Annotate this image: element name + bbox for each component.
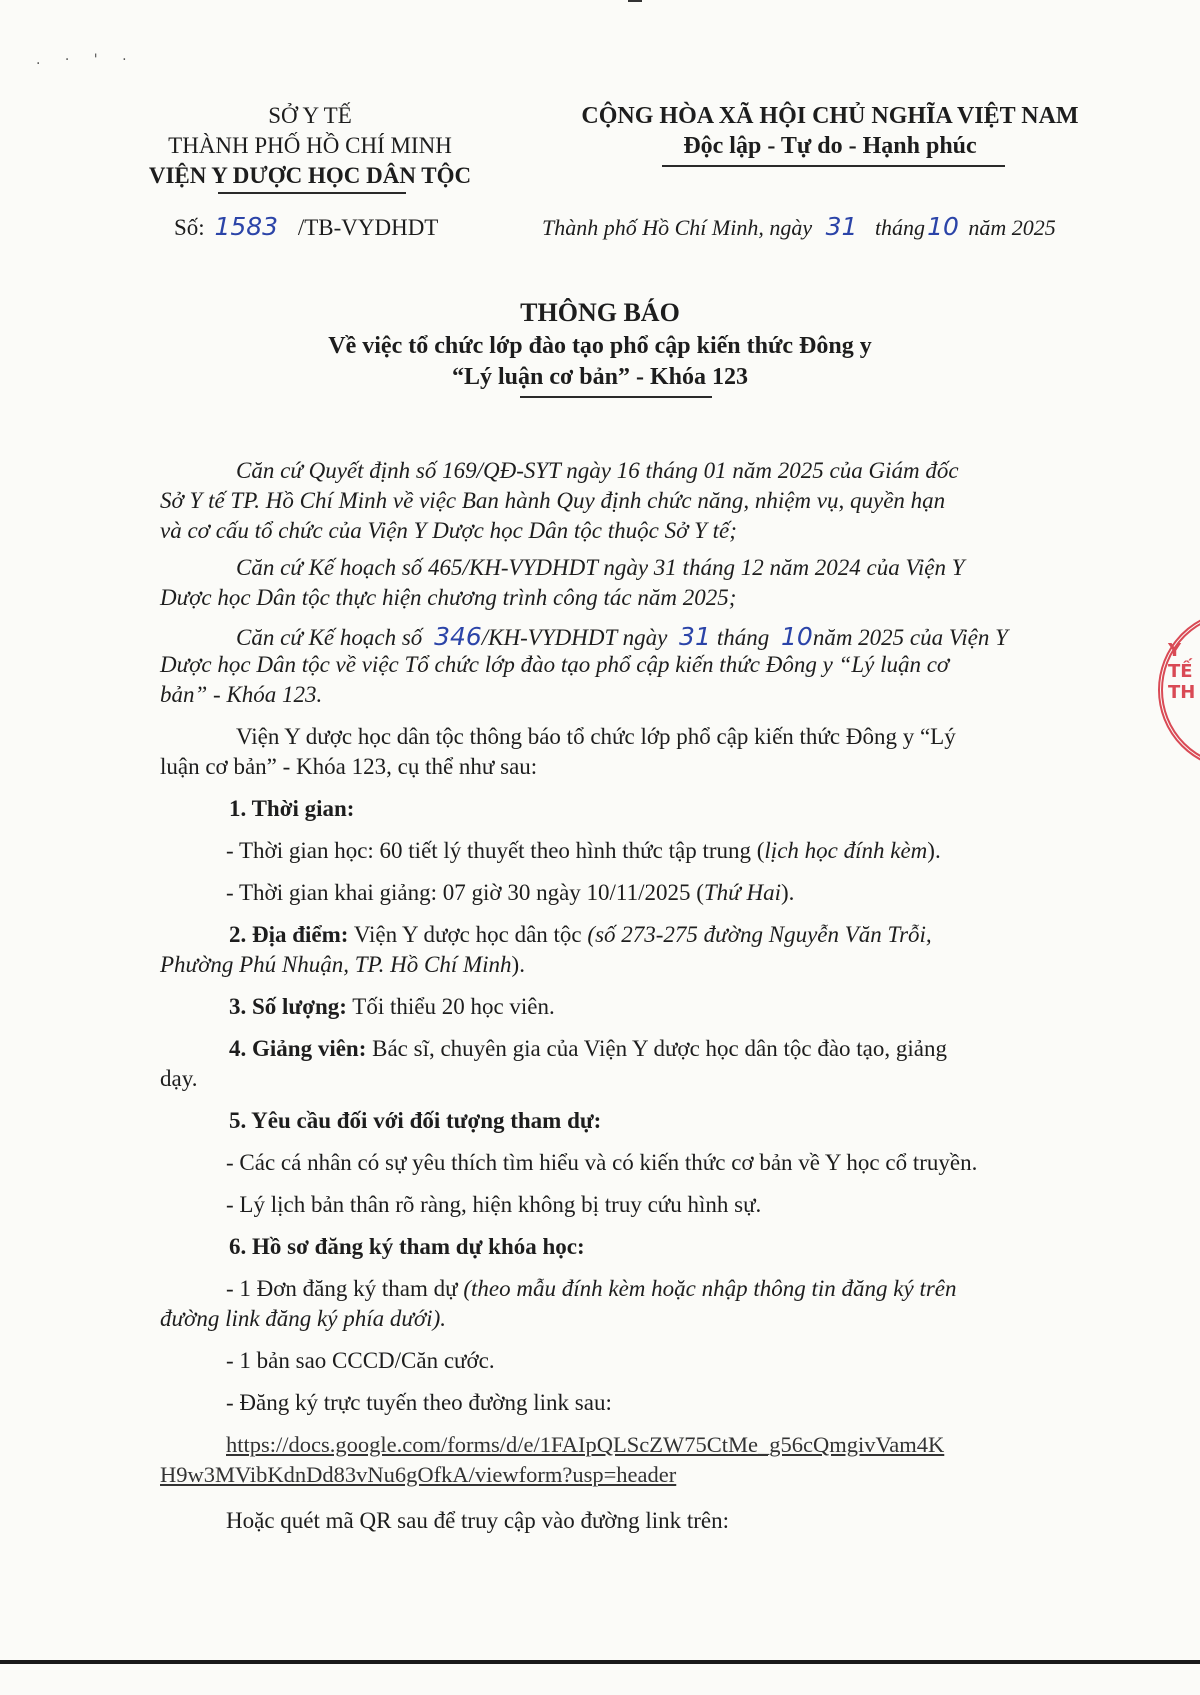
quantity-label: 3. Số lượng: — [229, 994, 347, 1019]
month-label: tháng — [874, 215, 926, 240]
basis-2-line-1: Căn cứ Kế hoạch số 465/KH-VYDHDT ngày 31 tháng 12 năm 2024 của Viện Y — [236, 555, 965, 580]
section-5-heading: 5. Yêu cầu đối với đối tượng tham dự: — [229, 1108, 602, 1133]
location-label: 2. Địa điểm: — [229, 922, 349, 947]
stamp-text: Y TẾ TH — [1168, 640, 1196, 703]
study-time-end: ). — [927, 838, 941, 863]
basis-1-line-1: Căn cứ Quyết định số 169/QĐ-SYT ngày 16 tháng 01 năm 2025 của Giám đốc — [236, 458, 959, 483]
schedule-attached: lịch học đính kèm — [764, 838, 928, 863]
agency-name: VIỆN Y DƯỢC HỌC DÂN TỘC — [148, 163, 472, 188]
dossier-1-text: - 1 Đơn đăng ký tham dự — [226, 1276, 458, 1301]
basis-3-line-2: Dược học Dân tộc về việc Tổ chức lớp đào tạo phổ cập kiến thức Đông y “Lý luận cơ — [160, 652, 950, 677]
section-1-heading: 1. Thời gian: — [229, 796, 355, 821]
number-suffix: /TB-VYDHDT — [297, 215, 439, 240]
basis-3-text-d: năm 2025 của Viện Y — [812, 625, 1008, 650]
handwritten-plan-month: 10 — [781, 622, 813, 651]
dossier-2: - 1 bản sao CCCD/Căn cước. — [226, 1348, 495, 1373]
basis-1-line-2: Sở Y tế TP. Hồ Chí Minh về việc Ban hành Quy định chức năng, nhiệm vụ, quyền hạn — [160, 488, 946, 513]
registration-link-line-2[interactable]: H9w3MVibKdnDd83vNu6gOfkA/viewform?usp=header — [160, 1462, 677, 1487]
study-time-text: - Thời gian học: 60 tiết lý thuyết theo hình thức tập trung ( — [226, 838, 765, 863]
handwritten-number: 1583 — [214, 212, 279, 241]
notice-subtitle-1: Về việc tổ chức lớp đào tạo phổ cập kiến thức Đông y — [328, 333, 872, 359]
qr-instruction: Hoặc quét mã QR sau để truy cập vào đường link trên: — [226, 1508, 730, 1533]
document-number — [174, 212, 438, 241]
quantity-text: Tối thiểu 20 học viên. — [352, 994, 555, 1019]
location-line-2 — [160, 952, 525, 978]
lecturer-line — [229, 1036, 947, 1062]
lecturer-label: 4. Giảng viên: — [229, 1036, 367, 1061]
handwritten-plan-day: 31 — [679, 622, 711, 651]
agency-line-2: THÀNH PHỐ HỒ CHÍ MINH — [168, 133, 452, 158]
intro-line-2: luận cơ bản” - Khóa 123, cụ thể như sau: — [160, 754, 538, 779]
handwritten-plan-number: 346 — [434, 622, 482, 651]
intro-line-1: Viện Y dược học dân tộc thông báo tổ chức lớp phổ cập kiến thức Đông y “Lý — [236, 724, 956, 749]
opening-time-end: ). — [780, 880, 795, 905]
motto-underline — [662, 165, 1005, 167]
location-address-2: Phường Phú Nhuận, TP. Hồ Chí Minh — [160, 952, 512, 977]
dossier-1-line-2: đường link đăng ký phía dưới). — [160, 1306, 446, 1331]
basis-3-line-1 — [236, 622, 1008, 651]
dossier-1-line-1 — [226, 1276, 957, 1302]
title-underline — [520, 396, 712, 398]
date-line — [542, 212, 1056, 241]
national-title: CỘNG HÒA XÃ HỘI CHỦ NGHĨA VIỆT NAM — [581, 103, 1079, 129]
handwritten-day: 31 — [825, 212, 858, 241]
location-line-1 — [229, 922, 932, 948]
opening-time — [226, 880, 794, 906]
lecturer-text: Bác sĩ, chuyên gia của Viện Y dược học dân tộc đào tạo, giảng — [372, 1036, 947, 1061]
registration-link-line-1[interactable]: https://docs.google.com/forms/d/e/1FAIpQLScZW75CtMe_g56cQmgivVam4K — [226, 1432, 945, 1457]
quantity-line — [229, 994, 555, 1020]
scan-mark — [628, 0, 642, 2]
dossier-1-italic: (theo mẫu đính kèm hoặc nhập thông tin đăng ký trên — [463, 1276, 957, 1301]
study-time — [226, 838, 941, 864]
notice-subtitle-2: “Lý luận cơ bản” - Khóa 123 — [451, 364, 748, 390]
basis-2-line-2: Dược học Dân tộc thực hiện chương trình công tác năm 2025; — [160, 585, 737, 610]
number-label: Số: — [174, 215, 205, 240]
weekday: Thứ Hai — [703, 880, 781, 905]
agency-line-1: SỞ Y TẾ — [268, 103, 352, 128]
basis-1-line-3: và cơ cấu tổ chức của Viện Y Dược học Dân tộc thuộc Sở Y tế; — [160, 518, 737, 543]
location-address-1: (số 273-275 đường Nguyễn Văn Trỗi, — [587, 922, 932, 947]
basis-3-text-b: /KH-VYDHDT ngày — [481, 625, 668, 650]
basis-3-text-c: tháng — [716, 625, 770, 650]
basis-3-line-3: bản” - Khóa 123. — [160, 682, 323, 707]
location-text: Viện Y dược học dân tộc — [353, 922, 582, 947]
lecturer-line-cont: dạy. — [160, 1066, 198, 1091]
location-end: ). — [511, 952, 525, 977]
requirement-2: - Lý lịch bản thân rõ ràng, hiện không bị truy cứu hình sự. — [226, 1192, 762, 1217]
opening-time-text: - Thời gian khai giảng: 07 giờ 30 ngày 10/11/2025 ( — [226, 880, 704, 905]
agency-underline — [218, 192, 406, 194]
date-prefix: Thành phố Hồ Chí Minh, ngày — [542, 215, 813, 240]
notice-title: THÔNG BÁO — [520, 298, 680, 327]
requirement-1: - Các cá nhân có sự yêu thích tìm hiểu và có kiến thức cơ bản về Y học cổ truyền. — [226, 1150, 978, 1175]
basis-3-text-a: Căn cứ Kế hoạch số — [236, 625, 423, 650]
section-6-heading: 6. Hồ sơ đăng ký tham dự khóa học: — [229, 1234, 585, 1259]
year-text: năm 2025 — [968, 215, 1056, 240]
national-motto: Độc lập - Tự do - Hạnh phúc — [683, 133, 977, 159]
dossier-3: - Đăng ký trực tuyến theo đường link sau: — [226, 1390, 612, 1415]
handwritten-month: 10 — [927, 212, 959, 241]
page-bottom-edge — [0, 1660, 1200, 1664]
scan-specks: . · ' · — [36, 52, 137, 68]
